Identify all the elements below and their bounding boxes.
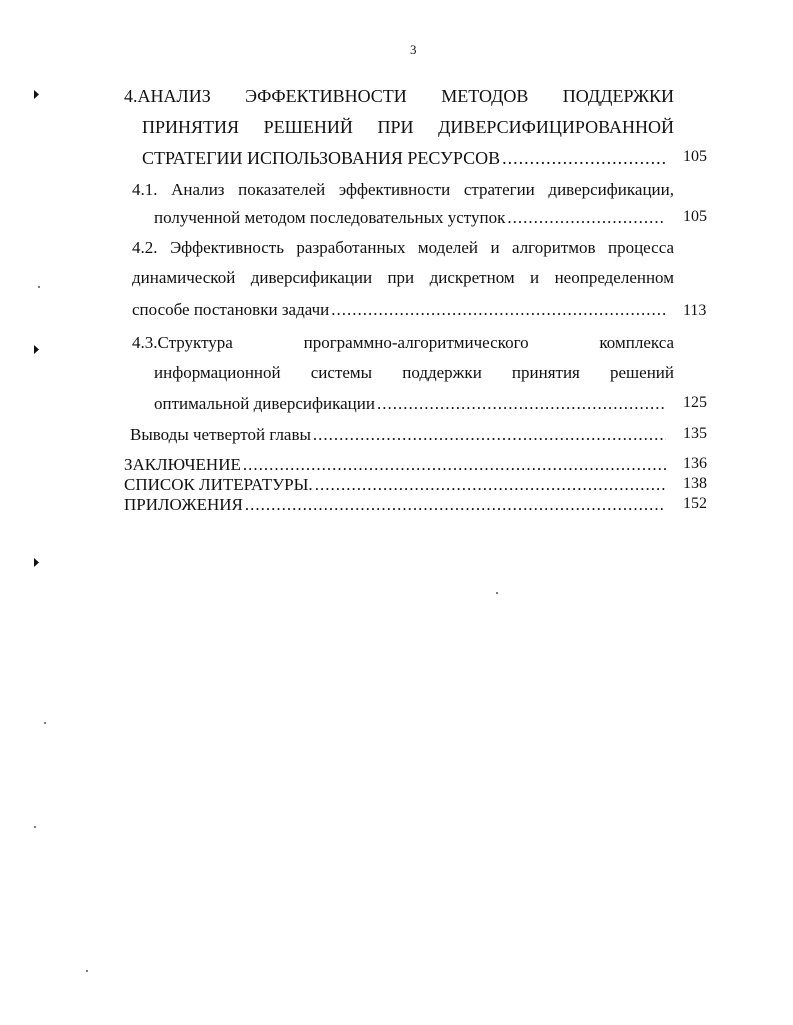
- leader-dots: [245, 495, 666, 515]
- toc-4-2-line3: [132, 300, 668, 320]
- toc-4-1-page: 105: [683, 208, 707, 225]
- toc-word: поддержки: [402, 363, 482, 382]
- toc-chapter4-line3: [142, 148, 668, 168]
- toc-conclusion-page: 136: [683, 455, 707, 472]
- toc-word: РЕШЕНИЙ: [263, 117, 353, 137]
- toc-conclusion-label: ЗАКЛЮЧЕНИЕ: [124, 455, 241, 474]
- toc-4-3-line2: [154, 363, 674, 383]
- toc-references-page: 138: [683, 475, 707, 492]
- toc-word: ЭФФЕКТИВНОСТИ: [245, 86, 407, 106]
- toc-appendices-page: 152: [683, 495, 707, 512]
- toc-4-1-line2: [154, 208, 668, 228]
- toc-conclusion: [124, 455, 668, 475]
- leader-dots: [313, 425, 666, 445]
- toc-word: принятия: [511, 363, 580, 382]
- toc-appendices: [124, 495, 668, 515]
- toc-4-2-line1: 4.2. Эффективность разработанных моделей и алгоритмов процесса: [132, 238, 674, 257]
- toc-chapter4-title-end: СТРАТЕГИИ ИСПОЛЬЗОВАНИЯ РЕСУРСОВ: [142, 148, 501, 168]
- leader-dots: [315, 475, 666, 495]
- toc-4-3-title-end: оптимальной диверсификации: [154, 394, 375, 413]
- toc-word: системы: [310, 363, 373, 382]
- toc-4-3-line1: [132, 333, 674, 353]
- toc-word: комплекса: [599, 333, 674, 352]
- toc-4-3-page: 125: [683, 394, 707, 411]
- scan-speck: [496, 592, 498, 594]
- toc-word: 4.3.Структура: [132, 333, 233, 352]
- toc-chapter4-line1: [124, 86, 674, 106]
- toc-references-label: СПИСОК ЛИТЕРАТУРЫ.: [124, 475, 313, 494]
- toc-word: информационной: [154, 363, 281, 382]
- toc-word: ПОДДЕРЖКИ: [562, 86, 674, 106]
- scan-speck: [34, 826, 36, 828]
- binding-mark: [34, 90, 39, 99]
- toc-conclusions4: [130, 425, 668, 445]
- toc-word: ДИВЕРСИФИЦИРОВАННОЙ: [438, 117, 674, 137]
- toc-chapter4-line2: [142, 117, 674, 137]
- leader-dots: [377, 394, 666, 414]
- toc-word: ПРИНЯТИЯ: [142, 117, 240, 137]
- toc-conclusions4-page: 135: [683, 425, 707, 442]
- leader-dots: [502, 148, 666, 168]
- toc-4-1-title-end: полученной методом последовательных уступок: [154, 208, 506, 227]
- scan-speck: [86, 970, 88, 972]
- toc-word: 4.АНАЛИЗ: [124, 86, 211, 106]
- page-number: 3: [410, 42, 417, 57]
- scan-speck: [44, 722, 46, 724]
- toc-word: решений: [610, 363, 674, 382]
- leader-dots: [331, 300, 666, 320]
- toc-word: МЕТОДОВ: [441, 86, 529, 106]
- scan-speck: [38, 286, 40, 288]
- toc-4-2-line2: динамической диверсификации при дискретном и неопределенном: [132, 268, 674, 287]
- binding-mark: [34, 345, 39, 354]
- toc-4-1-line1: 4.1. Анализ показателей эффективности стратегии диверсификации,: [132, 180, 674, 199]
- toc-4-2-title-end: способе постановки задачи: [132, 300, 330, 319]
- toc-references: [124, 475, 668, 495]
- leader-dots: [507, 208, 666, 228]
- toc-word: программно-алгоритмического: [303, 333, 529, 352]
- leader-dots: [243, 455, 666, 475]
- binding-mark: [34, 558, 39, 567]
- toc-appendices-label: ПРИЛОЖЕНИЯ: [124, 495, 243, 514]
- toc-chapter4-page: 105: [683, 148, 707, 165]
- toc-4-3-line3: [154, 394, 668, 414]
- toc-word: ПРИ: [377, 117, 414, 137]
- toc-conclusions4-label: Выводы четвертой главы: [130, 425, 311, 444]
- toc-4-2-page: 113: [683, 302, 707, 319]
